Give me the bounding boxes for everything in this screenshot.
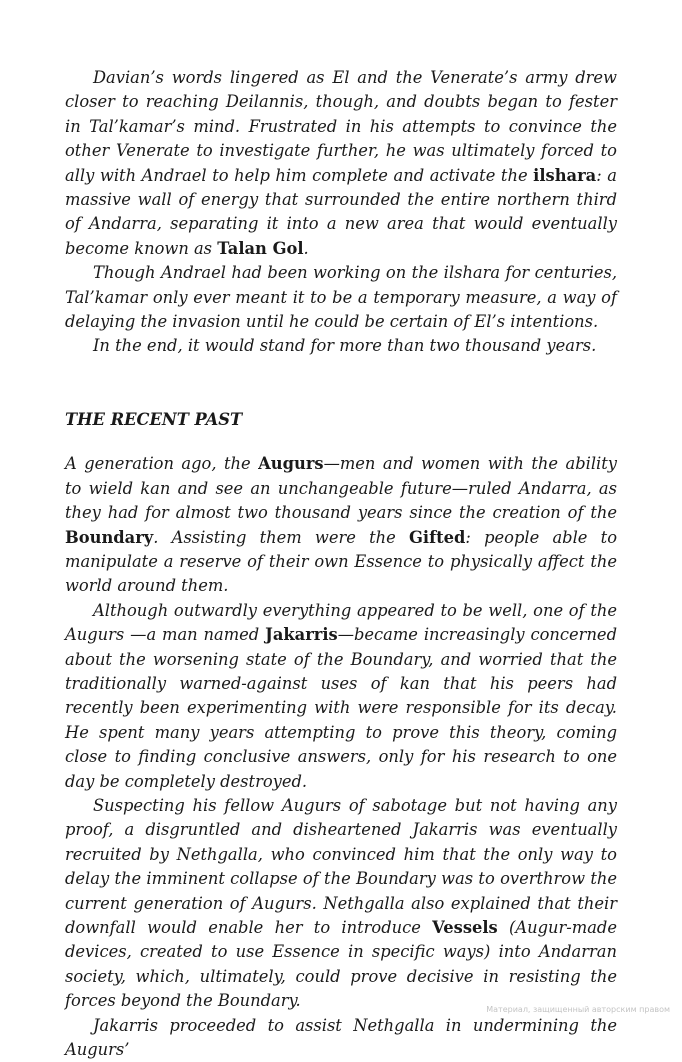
term-augurs: Augurs [258, 454, 324, 474]
text-run: Suspecting his fellow Augurs of sabotage but not having any proof, a disgruntled and disheartened Jakarris was eventually recruited by Nethgalla, who convinced him that the only way to delay the imminent collapse of the Boundary was to overthrow the current generation of Augurs. Nethgalla also explained that their downfall would enable her to introduce [65, 795, 617, 937]
term-ilshara: ilshara [533, 165, 597, 185]
text-run: Although outwardly everything appeared to be well, one of the Augurs —a man named [65, 600, 617, 645]
paragraph-two-thousand-years: In the end, it would stand for more than two thousand years. [93, 336, 597, 356]
text-run: —men and women with the ability to wield kan and see an unchangeable future—ruled Andarra, as they had for almost two thousand years since the creation of the [65, 454, 617, 523]
text-run: —became increasingly concerned about the worsening state of the Boundary, and worried that the traditionally warned-against uses of kan that his peers had recently been experimenting with were responsible for its decay. He spent many years attempting to prove this theory, coming close to finding conclusive answers, only for his research to one day be completely destroyed. [65, 625, 617, 791]
page-body [65, 66, 617, 1062]
paragraph-ilshara [65, 66, 617, 261]
text-run: Davian’s words lingered as El and the Venerate’s army drew closer to reaching Deilannis, though, and doubts began to fester in Tal’kamar’s mind. Frustrated in his attempts to convince the other Venerate to investigate further, he was ultimately forced to ally with Andrael to help him complete and activate the [65, 68, 617, 185]
text-run: : a massive wall of energy that surrounded the entire northern third of Andarra, separating it into a new area that would eventually become known as [65, 165, 617, 258]
term-jakarris: Jakarris [265, 625, 338, 645]
paragraph-augurs [65, 452, 617, 598]
term-talan-gol: Talan Gol [217, 238, 304, 258]
term-gifted: Gifted [409, 527, 466, 547]
text-run: . Assisting them were the [153, 527, 410, 547]
section-heading: THE RECENT PAST [65, 409, 243, 429]
text-run: (Augur-made devices, created to use Essence in specific ways) into Andarran society, which, ultimately, could prove decisive in resisting the forces beyond the Boundary. [65, 918, 617, 1011]
term-boundary: Boundary [65, 527, 154, 547]
paragraph-sabotage [65, 794, 617, 1014]
copyright-watermark: Материал, защищенный авторским правом [486, 1005, 670, 1014]
text-run: . [303, 238, 309, 258]
paragraph-undermining: Jakarris proceeded to assist Nethgalla in undermining the Augurs’ [65, 1015, 617, 1060]
paragraph-andrael: Though Andrael had been working on the ilshara for centuries, Tal’kamar only ever meant it to be a temporary measure, a way of delaying the invasion until he could be certain of El’s intentions. [65, 263, 617, 332]
paragraph-jakarris [65, 599, 617, 794]
text-run: : people able to manipulate a reserve of their own Essence to physically affect the world around them. [65, 527, 617, 596]
term-vessels: Vessels [432, 918, 498, 937]
text-run: A generation ago, the [65, 454, 259, 474]
